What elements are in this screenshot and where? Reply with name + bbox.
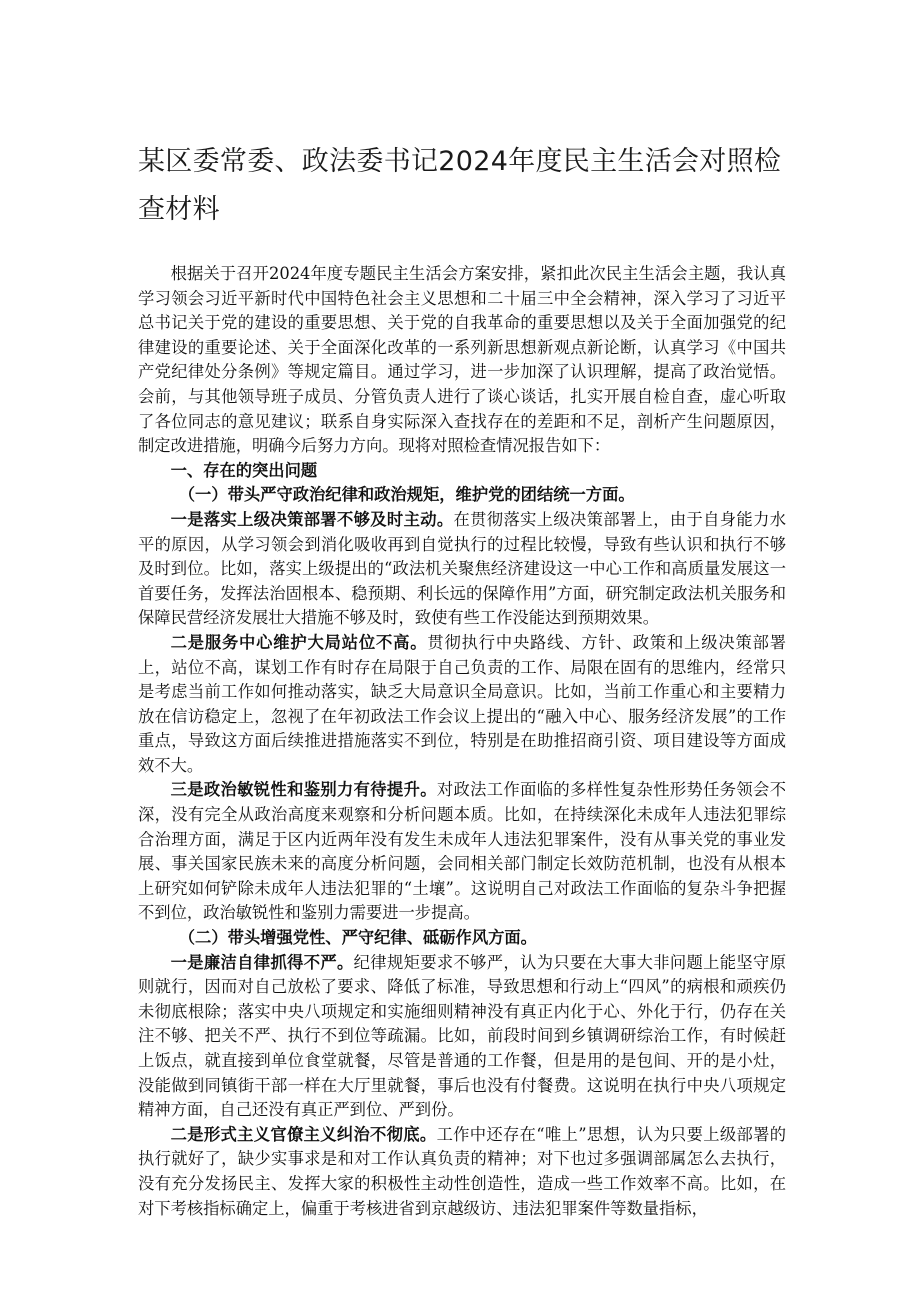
paragraph-lead: 二是形式主义官僚主义纠治不彻底。 xyxy=(170,1124,437,1144)
subsection-heading: （二）带头增强党性、严守纪律、砥砺作风方面。 xyxy=(178,928,537,948)
body-paragraph xyxy=(138,1123,786,1221)
body-paragraph xyxy=(138,508,786,631)
body-paragraph xyxy=(138,778,786,926)
paragraph-body: 贯彻执行中央路线、方针、政策和上级决策部署上，站位不高，谋划工作有时存在局限于自己负责的工作、局限在固有的思维内，经常只是考虑当前工作如何推动落实，缺乏大局意识全局意识。比如，当前工作重心和主要精力放在信访稳定上，忽视了在年初政法工作会议上提出的“融入中心、服务经济发展”的工作重点，导致这方面后续推进措施落实不到位，特别是在助推招商引资、项目建设等方面成效不大。 xyxy=(138,632,786,775)
document-page xyxy=(138,138,786,1221)
paragraph-lead: 三是政治敏锐性和鉴别力有待提升。 xyxy=(170,780,437,800)
paragraph-lead: 一是落实上级决策部署不够及时主动。 xyxy=(170,509,454,529)
document-title: 某区委常委、政法委书记2024年度民主生活会对照检查材料 xyxy=(138,146,782,225)
paragraph-lead: 二是服务中心维护大局站位不高。 xyxy=(170,632,428,652)
paragraph-body: 纪律规矩要求不够严，认为只要在大事大非问题上能坚守原则就行，因而对自己放松了要求、降低了标准，导致思想和行动上“四风”的病根和顽疾仍未彻底根除；落实中央八项规定和实施细则精神没有真正内化于心、外化于行，仍存在关注不够、把关不严、执行不到位等疏漏。比如，前段时间到乡镇调研综治工作，有时候赶上饭点，就直接到单位食堂就餐，尽管是普通的工作餐，但是用的是包间、开的是小灶，没能做到同镇街干部一样在大厅里就餐，事后也没有付餐费。这说明在执行中央八项规定精神方面，自己还没有真正严到位、严到份。 xyxy=(138,952,786,1120)
section-heading: 一、存在的突出问题 xyxy=(170,460,318,480)
body-paragraph xyxy=(138,631,786,779)
paragraph-body: 在贯彻落实上级决策部署上，由于自身能力水平的原因，从学习领会到消化吸收再到自觉执行的过程比较慢，导致有些认识和执行不够及时到位。比如，落实上级提出的“政法机关聚焦经济建设这一中心工作和高质量发展这一首要任务，发挥法治固根本、稳预期、利长远的保障作用”方面，研究制定政法机关服务和保障民营经济发展壮大措施不够及时，致使有些工作没能达到预期效果。 xyxy=(138,509,786,628)
intro-paragraph: 根据关于召开2024年度专题民主生活会方案安排，紧扣此次民主生活会主题，我认真学习领会习近平新时代中国特色社会主义思想和二十届三中全会精神，深入学习了习近平总书记关于党的建设的重要思想、关于党的自我革命的重要思想以及关于全面加强党的纪律建设的重要论述、关于全面深化改革的一系列新思想新观点新论断，认真学习《中国共产党纪律处分条例》等规定篇目。通过学习，进一步加深了认识理解，提高了政治觉悟。会前，与其他领导班子成员、分管负责人进行了谈心谈话，扎实开展自检自查，虚心听取了各位同志的意见建议；联系自身实际深入查找存在的差距和不足，剖析产生问题原因，制定改进措施，明确今后努力方向。现将对照检查情况报告如下： xyxy=(138,264,786,456)
subsection-heading: （一）带头严守政治纪律和政治规矩，维护党的团结统一方面。 xyxy=(178,485,635,505)
paragraph-lead: 一是廉洁自律抓得不严。 xyxy=(170,952,354,972)
paragraph-body: 对政法工作面临的多样性复杂性形势任务领会不深，没有完全从政治高度来观察和分析问题本质。比如，在持续深化未成年人违法犯罪综合治理方面，满足于区内近两年没有发生未成年人违法犯罪案件，没有从事关党的事业发展、事关国家民族未来的高度分析问题，会同相关部门制定长效防范机制，也没有从根本上研究如何铲除未成年人违法犯罪的“土壤”。这说明自己对政法工作面临的复杂斗争把握不到位，政治敏锐性和鉴别力需要进一步提高。 xyxy=(138,780,786,923)
paragraph-body: 工作中还存在“唯上”思想，认为只要上级部署的执行就好了，缺少实事求是和对工作认真负责的精神；对下也过多强调部属怎么去执行，没有充分发扬民主、发挥大家的积极性主动性创造性，造成一些工作效率不高。比如，在对下考核指标确定上，偏重于考核进省到京越级访、违法犯罪案件等数量指标， xyxy=(138,1124,786,1218)
body-paragraph xyxy=(138,951,786,1123)
